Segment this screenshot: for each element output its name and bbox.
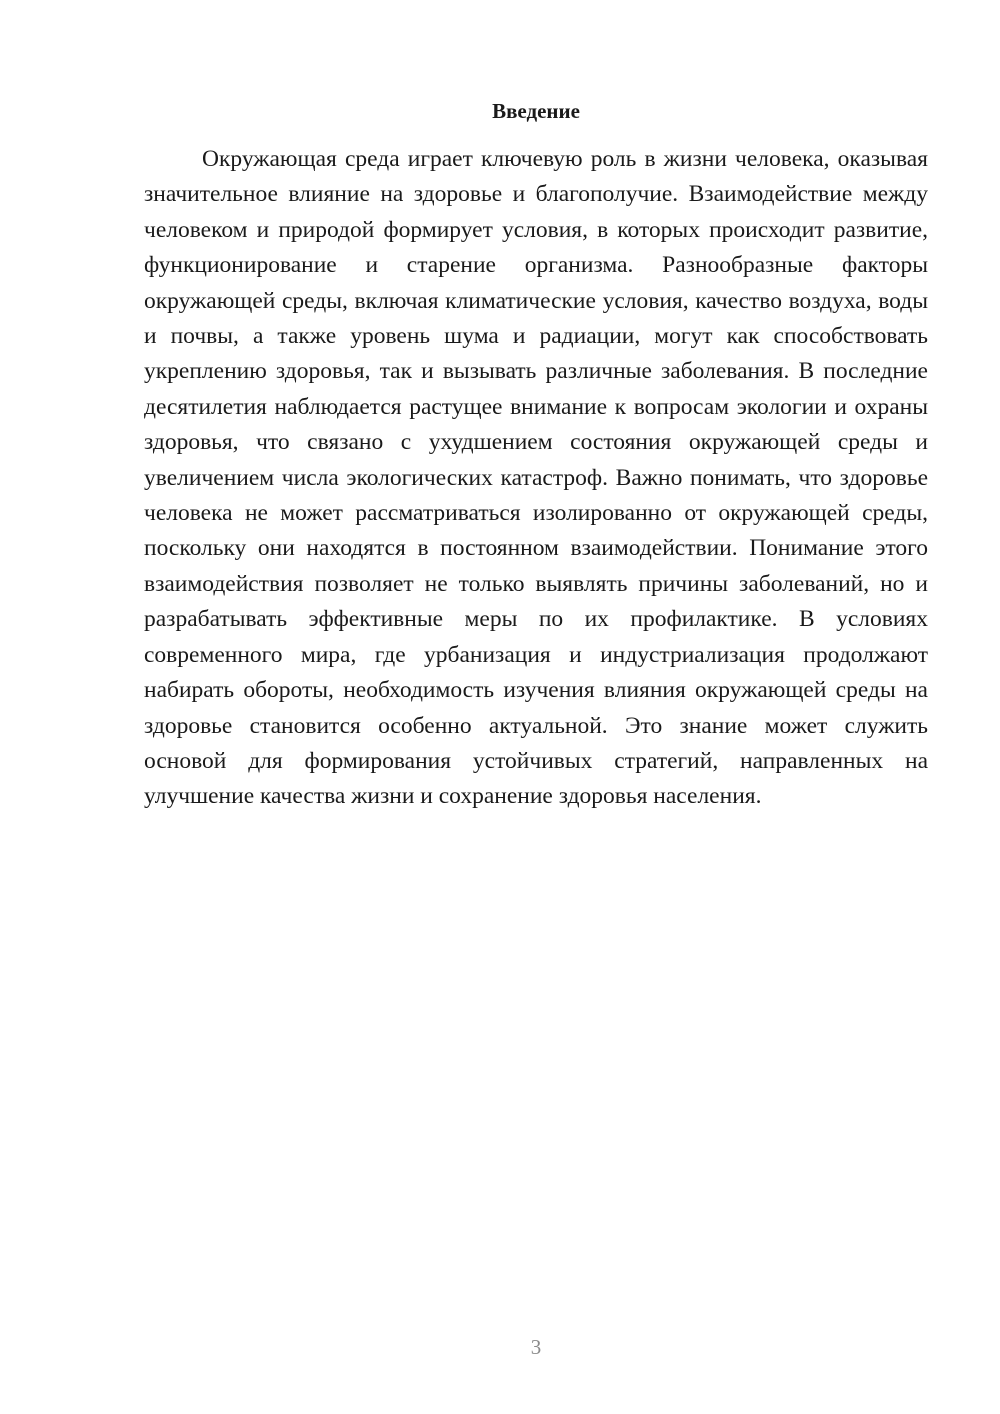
page-number: 3 xyxy=(530,1335,542,1359)
introduction-paragraph: Окружающая среда играет ключевую роль в жизни человека, оказывая значительное влияние на здоровье и благополучие. Взаимодействие между человеком и природой формирует условия, в которых происходит развитие, функционирование и старение организма. Разнообразные факторы окружающей среды, включая климатические условия, качество воздуха, воды и почвы, а также уровень шума и радиации, могут как способствовать укреплению здоровья, так и вызывать различные заболевания. В последние десятилетия наблюдается растущее внимание к вопросам экологии и охраны здоровья, что связано с ухудшением состояния окружающей среды и увеличением числа экологических катастроф. Важно понимать, что здоровье человека не может рассматриваться изолированно от окружающей среды, поскольку они находятся в постоянном взаимодействии. Понимание этого взаимодействия позволяет не только выявлять причины заболеваний, но и разрабатывать эффективные меры по их профилактике. В условиях современного мира, где урбанизация и индустриализация продолжают набирать обороты, необходимость изучения влияния окружающей среды на здоровье становится особенно актуальной. Это знание может служить основой для формирования устойчивых стратегий, направленных на улучшение качества жизни и сохранение здоровья населения. xyxy=(144,146,928,810)
section-heading: Введение xyxy=(492,99,580,123)
